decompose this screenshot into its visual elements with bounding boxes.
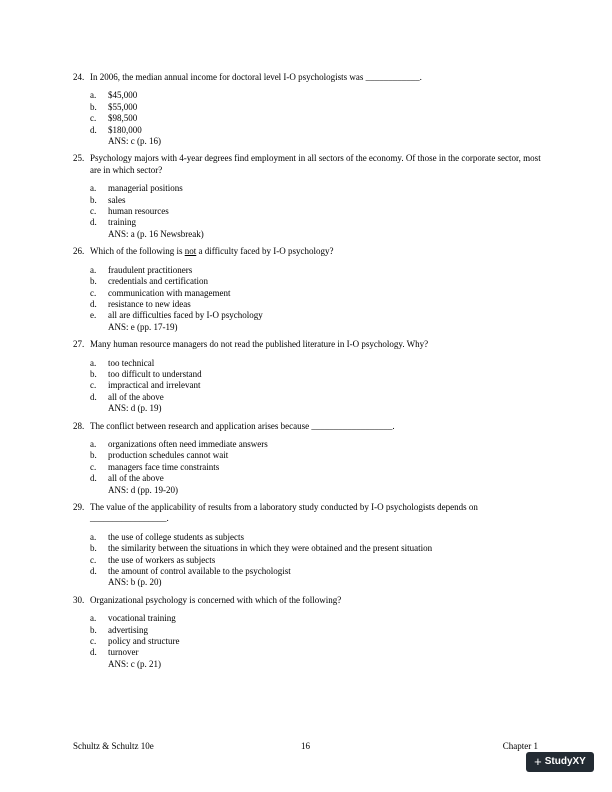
option-item [90,206,541,217]
option-text: human resources [108,206,169,217]
option-list [90,439,541,496]
question-number: 26. [73,246,85,257]
question-stem: Many human resource managers do not read the published literature in I-O psychology. Why? [90,339,429,350]
option-letter: c. [90,113,97,124]
option-letter: d. [90,566,97,577]
studyxy-label: StudyXY [544,756,586,767]
option-item [90,369,541,380]
option-text: vocational training [108,613,176,624]
answer-key: ANS: a (p. 16 Newsbreak) [108,228,204,239]
option-text: credentials and certification [108,276,208,287]
option-letter: d. [90,647,97,658]
question-28 [73,421,541,496]
option-text: the use of workers as subjects [108,554,216,565]
option-text: managerial positions [108,183,183,194]
option-text: too difficult to understand [108,368,202,379]
option-letter: a. [90,90,97,101]
option-item [90,450,541,461]
question-stem [90,246,541,257]
question-24 [73,72,541,147]
option-text: communication with management [108,287,231,298]
option-letter: d. [90,217,97,228]
option-letter: b. [90,543,97,554]
option-letter: a. [90,531,97,542]
question-number: 29. [73,502,85,512]
option-item [90,358,541,369]
option-list [90,183,541,240]
answer-key: ANS: c (p. 16) [108,136,161,147]
option-text: policy and structure [108,636,180,647]
option-text: training [108,217,136,228]
option-text: managers face time constraints [108,461,220,472]
option-text: the use of college students as subjects [108,531,244,542]
option-text: impractical and irrelevant [108,380,201,391]
option-item [90,555,541,566]
option-letter: a. [90,357,97,368]
option-text: production schedules cannot wait [108,450,229,461]
footer-page-number: 16 [301,741,310,751]
option-list [90,90,541,147]
option-letter: b. [90,450,97,461]
question-number: 24. [73,72,85,82]
option-item [90,439,541,450]
option-letter: d. [90,298,97,309]
question-stem: Psychology majors with 4-year degrees find employment in all sectors of the economy. Of those in the corporate sector, most are in which sector? [90,153,541,175]
option-letter: b. [90,624,97,635]
question-26 [73,246,541,333]
answer-key: ANS: d (p. 19) [108,403,162,414]
option-letter: e. [90,310,97,321]
option-text: all of the above [108,391,164,402]
option-letter: a. [90,183,97,194]
option-letter: b. [90,276,97,287]
option-text: too technical [108,357,155,368]
option-item [90,613,541,624]
option-list [90,532,541,589]
option-item [90,636,541,647]
option-letter: a. [90,613,97,624]
option-item [90,195,541,206]
option-text: resistance to new ideas [108,298,191,309]
answer-key: ANS: e (pp. 17-19) [108,321,178,332]
option-item [90,647,541,658]
option-letter: a. [90,264,97,275]
option-text: the amount of control available to the psychologist [108,566,291,577]
question-stem-end: a difficulty faced by I-O psychology? [196,246,334,257]
studyxy-badge[interactable] [526,752,594,772]
option-text: all are difficulties faced by I-O psychology [108,310,263,321]
option-list [90,265,541,333]
question-30 [73,595,541,670]
option-text: $98,500 [108,113,138,124]
option-item [90,299,541,310]
question-25 [73,153,541,240]
question-stem: The conflict between research and application arises because __________________. [90,420,395,431]
option-item [90,392,541,403]
option-text: the similarity between the situations in which they were obtained and the present situation [108,543,433,554]
page-footer [73,741,538,752]
option-text: $55,000 [108,101,138,112]
footer-book-title: Schultz & Schultz 10e [73,741,154,751]
question-list [73,72,541,676]
option-letter: b. [90,368,97,379]
question-number: 30. [73,594,85,605]
question-stem: In 2006, the median annual income for doctoral level I-O psychologists was ____________. [90,72,422,82]
question-number: 27. [73,339,85,350]
option-text: sales [108,194,126,205]
option-list [90,613,541,670]
footer-chapter: Chapter 1 [502,741,538,751]
option-letter: d. [90,473,97,484]
option-letter: b. [90,101,97,112]
option-letter: c. [90,554,97,565]
answer-key: ANS: b (p. 20) [108,577,162,588]
question-stem: Organizational psychology is concerned with which of the following? [90,594,342,605]
option-item [90,183,541,194]
option-item [90,90,541,101]
question-stem-start: Which of the following is [90,246,185,257]
option-list [90,358,541,415]
question-stem: The value of the applicability of results from a laboratory study conducted by I-O psychologists depends on _________________. [90,502,478,524]
option-letter: b. [90,194,97,205]
option-item [90,276,541,287]
option-text: advertising [108,624,148,635]
option-text: $180,000 [108,124,142,135]
option-text: $45,000 [108,90,138,101]
option-text: organizations often need immediate answers [108,438,268,449]
option-letter: d. [90,124,97,135]
option-text: fraudulent practitioners [108,264,193,275]
option-item [90,125,541,136]
option-item [90,113,541,124]
answer-key: ANS: d (pp. 19-20) [108,484,178,495]
option-item [90,380,541,391]
question-number: 28. [73,420,85,431]
option-letter: c. [90,206,97,217]
option-letter: c. [90,287,97,298]
option-letter: c. [90,636,97,647]
option-item [90,102,541,113]
option-item [90,310,541,321]
option-item [90,217,541,228]
question-number: 25. [73,153,85,164]
question-29 [73,502,541,589]
question-stem-emphasis: not [184,246,197,257]
option-letter: d. [90,391,97,402]
question-27 [73,339,541,414]
answer-key: ANS: c (p. 21) [108,658,161,669]
option-letter: c. [90,380,97,391]
option-item [90,288,541,299]
option-text: turnover [108,647,139,658]
option-item [90,265,541,276]
plus-icon: + [534,754,542,769]
option-item [90,543,541,554]
option-letter: c. [90,461,97,472]
option-letter: a. [90,438,97,449]
option-item [90,462,541,473]
option-item [90,625,541,636]
option-item [90,566,541,577]
option-text: all of the above [108,473,164,484]
option-item [90,473,541,484]
option-item [90,532,541,543]
